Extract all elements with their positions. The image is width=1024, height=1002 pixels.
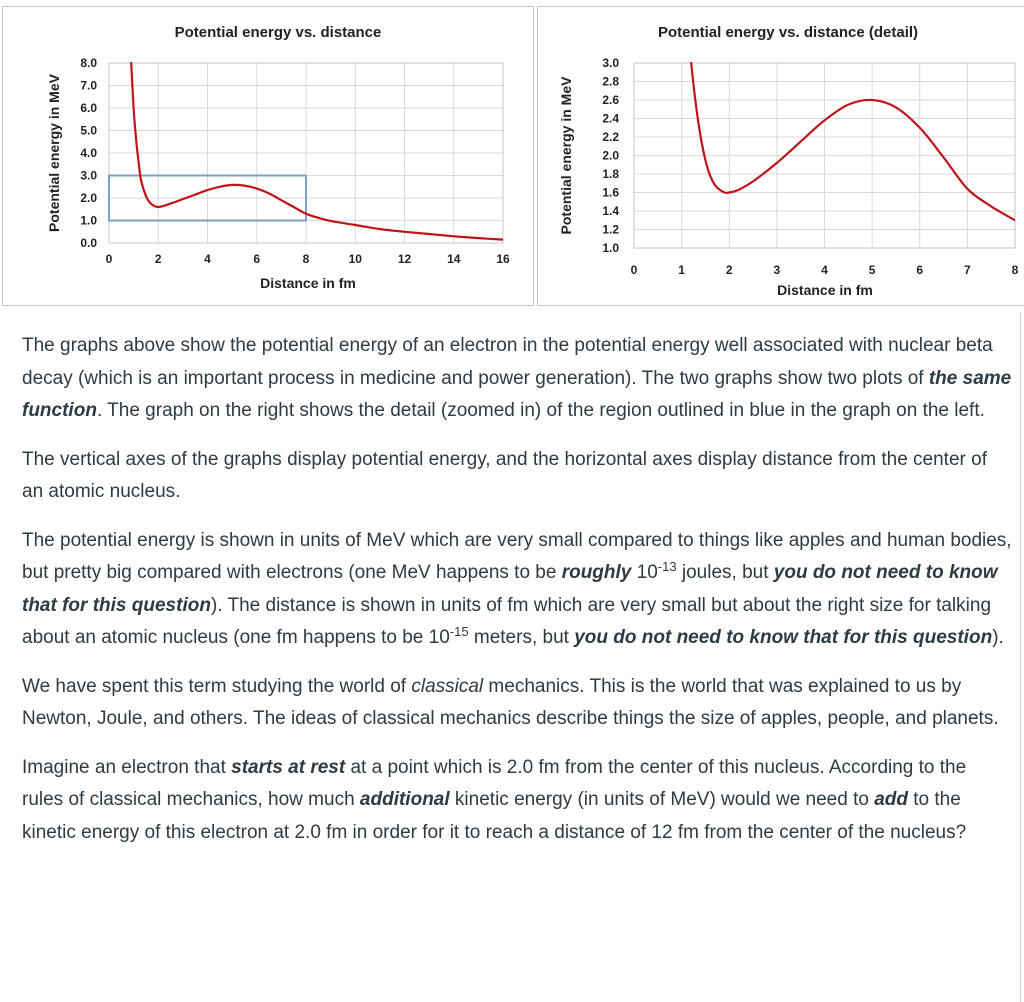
y-tick-label: 1.6 (602, 185, 619, 200)
paragraph-axes (22, 444, 1012, 509)
p3-emphasis-note-2: you do not need to know that for this question (574, 627, 993, 648)
y-tick-label: 1.0 (602, 241, 619, 255)
chart-title: Potential energy vs. distance (detail) (657, 24, 919, 41)
y-tick-label: 0.0 (80, 236, 97, 250)
y-tick-label: 5.0 (80, 123, 97, 138)
y-tick-label: 2.2 (602, 130, 619, 144)
p3-emphasis-note-1: you do not need to know that for this question (22, 562, 998, 616)
p5-text-c: at a point which is 2.0 fm from the center of this nucleus. According to the rules of classical mechanics, how much (22, 756, 967, 810)
p5-emphasis-starts-at-rest: starts at rest (231, 756, 346, 778)
p4-text-c: mechanics. This is the world that was explained to us by Newton, Joule, and others. The ideas of classical mechanics describe things the size of apples, people, and planets. (22, 675, 999, 729)
series-line-potential-energy (131, 63, 503, 240)
y-tick-label: 8.0 (80, 56, 97, 70)
p3-text-f: ). The distance is shown in units of fm which are very small but about the right size for talking about an atomic nucleus (one fm happens to be 10 (22, 594, 992, 648)
x-tick-label: 0 (105, 252, 113, 266)
x-tick-label: 2 (154, 252, 162, 266)
p3-text-c: 10 (631, 562, 658, 583)
x-tick-label: 5 (868, 263, 876, 277)
x-tick-label: 8 (1011, 263, 1019, 277)
chart-left (2, 6, 534, 306)
paragraph-intro (22, 330, 1012, 428)
x-tick-label: 6 (253, 252, 261, 266)
p1-emphasis-same-function: the same function (22, 367, 1012, 421)
chart-left-svg (3, 7, 535, 307)
p5-text-g: to the kinetic energy of this electron at 2.0 fm in order for it to reach a distance of 12 fm from the center of the nucleus? (22, 789, 967, 843)
p5-text-e: kinetic energy (in units of MeV) would we need to (449, 789, 875, 810)
x-tick-label: 8 (302, 252, 310, 266)
paragraph-classical (22, 671, 1012, 736)
paragraph-question (22, 752, 1012, 850)
y-tick-label: 1.8 (602, 167, 619, 181)
x-tick-label: 4 (204, 252, 211, 266)
y-tick-label: 7.0 (80, 78, 97, 93)
y-tick-label: 4.0 (80, 146, 97, 160)
y-tick-label: 3.0 (602, 56, 619, 70)
x-tick-label: 4 (821, 263, 828, 277)
y-tick-label: 1.0 (80, 213, 97, 228)
y-tick-label: 2.8 (602, 74, 619, 89)
x-tick-label: 3 (773, 263, 781, 277)
y-tick-label: 6.0 (80, 101, 97, 115)
p5-text-a: Imagine an electron that (22, 756, 232, 778)
y-tick-label: 2.4 (602, 111, 619, 126)
p3-text-i: ). (992, 627, 1004, 648)
x-tick-label: 6 (916, 263, 924, 277)
x-tick-label: 0 (630, 263, 638, 277)
y-tick-label: 2.6 (602, 93, 619, 107)
y-tick-label: 2.0 (602, 148, 619, 163)
y-tick-label: 3.0 (80, 168, 97, 183)
x-axis-title: Distance in fm (777, 282, 873, 298)
p3-emphasis-roughly: roughly (561, 562, 632, 583)
p5-emphasis-add: add (874, 789, 908, 810)
x-tick-label: 7 (964, 263, 971, 277)
gridlines (634, 63, 1015, 248)
x-tick-label: 1 (678, 263, 685, 277)
p3-text-a: The potential energy is shown in units of MeV which are very small compared to things like apples and human bodies, but pretty big compared with electrons (one MeV happens to be (22, 529, 1012, 583)
p1-text-c: . The graph on the right shows the detail (zoomed in) of the region outlined in blue in the graph on the left. (96, 400, 985, 421)
question-text (22, 330, 1012, 865)
chart-title: Potential energy vs. distance (174, 24, 382, 41)
p1-text-a: The graphs above show the potential energy of an electron in the potential energy well associated with nuclear beta decay (which is an important process in medicine and power generation). The two graphs show two plots of (22, 335, 993, 389)
p4-text-a: We have spent this term studying the world of (22, 675, 412, 697)
x-tick-label: 14 (447, 252, 461, 266)
p3-text-g: meters, but (468, 627, 575, 648)
p5-emphasis-additional: additional (359, 789, 450, 810)
y-axis-title: Potential energy in MeV (46, 74, 62, 232)
p3-text-d: joules, but (676, 562, 774, 583)
y-tick-label: 1.4 (602, 204, 619, 218)
x-tick-label: 10 (348, 252, 362, 266)
p2-text: The vertical axes of the graphs display potential energy, and the horizontal axes display distance from the center of an atomic nucleus. (22, 448, 987, 502)
y-axis-title: Potential energy in MeV (558, 76, 574, 235)
x-tick-label: 2 (725, 263, 733, 277)
x-axis-title: Distance in fm (260, 275, 356, 291)
p3-exponent-2: -15 (449, 623, 469, 639)
x-tick-label: 12 (397, 252, 412, 266)
content-divider (1020, 312, 1021, 1002)
p4-emphasis-classical: classical (411, 675, 484, 697)
paragraph-units (22, 525, 1012, 655)
y-tick-label: 1.2 (602, 222, 619, 237)
chart-right-svg (538, 7, 1024, 307)
y-tick-label: 2.0 (80, 191, 97, 205)
p3-exponent-1: -13 (657, 558, 677, 574)
series-line-potential-energy (691, 63, 1015, 220)
chart-right (537, 6, 1024, 306)
x-tick-label: 16 (496, 252, 510, 266)
